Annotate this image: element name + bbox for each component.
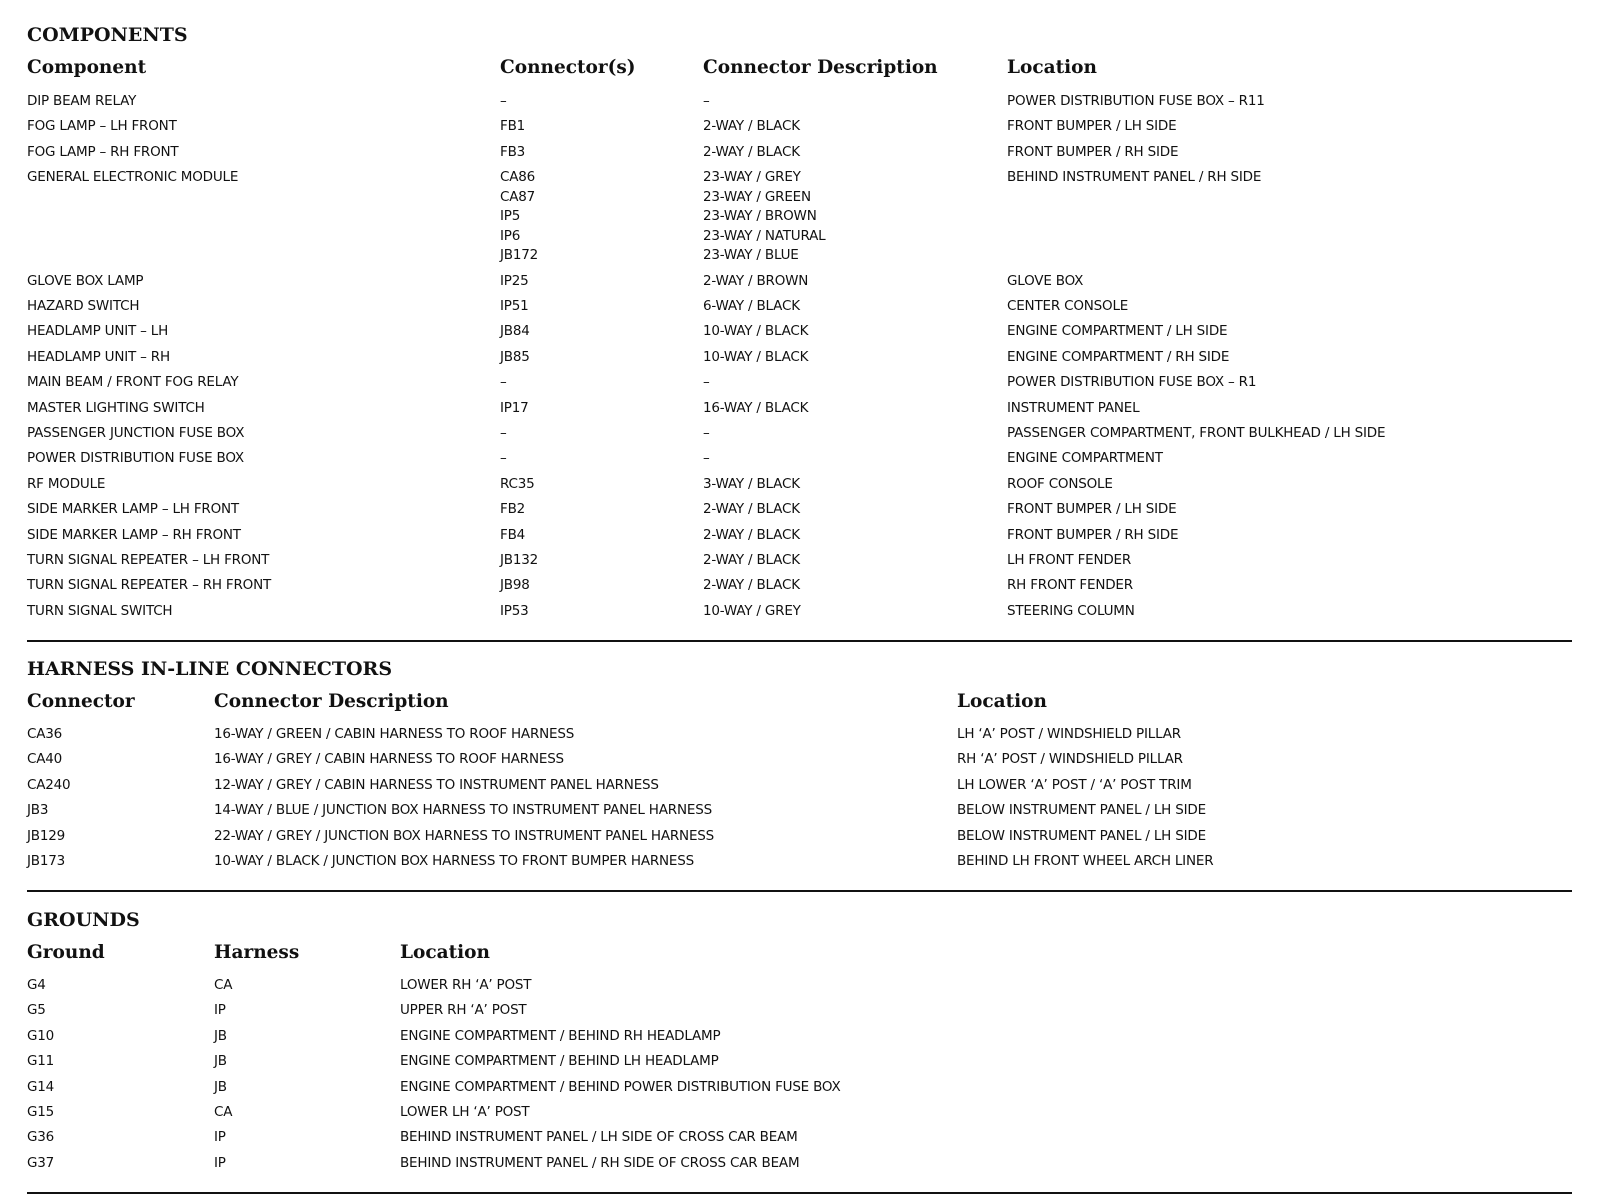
connector-id: IP51 xyxy=(500,298,529,314)
component-connector-descriptions xyxy=(703,322,808,342)
component-connectors xyxy=(500,551,538,571)
components-title: COMPONENTS xyxy=(27,24,188,46)
ground-harness: CA xyxy=(214,1104,233,1120)
components-header-description: Connector Description xyxy=(703,57,938,78)
component-connectors xyxy=(500,168,538,266)
ground-id: G36 xyxy=(27,1129,55,1146)
component-connectors xyxy=(500,500,525,520)
harness-connector: CA240 xyxy=(27,776,71,793)
connector-description: 3-WAY / BLACK xyxy=(703,475,800,492)
connector-id: JB132 xyxy=(500,552,539,568)
ground-location: UPPER RH ‘A’ POST xyxy=(400,1002,527,1019)
connector-id: CA86 xyxy=(500,169,536,186)
components-header-location: Location xyxy=(1007,57,1097,78)
harness-location: BELOW INSTRUMENT PANEL / LH SIDE xyxy=(957,802,1206,819)
component-location: PASSENGER COMPARTMENT, FRONT BULKHEAD / LH SIDE xyxy=(1007,425,1386,441)
component-connector-descriptions xyxy=(703,272,808,292)
connector-description: 23-WAY / GREEN xyxy=(703,188,811,205)
divider-harness xyxy=(27,890,1572,892)
connector-description: 23-WAY / NATURAL xyxy=(703,227,826,244)
component-name: HAZARD SWITCH xyxy=(27,298,140,314)
connector-description: – xyxy=(703,374,710,391)
connector-description: – xyxy=(703,93,710,109)
component-location: RH FRONT FENDER xyxy=(1007,577,1133,594)
connector-id: – xyxy=(500,450,507,467)
component-connectors xyxy=(500,576,530,596)
connector-id: FB2 xyxy=(500,501,526,518)
connector-description: 2-WAY / BLACK xyxy=(703,577,800,594)
component-connectors xyxy=(500,475,535,495)
divider-grounds xyxy=(27,1192,1572,1194)
harness-connector: CA36 xyxy=(27,726,63,742)
harness-title: HARNESS IN-LINE CONNECTORS xyxy=(27,658,393,680)
ground-harness: IP xyxy=(214,1129,226,1146)
connector-id: CA87 xyxy=(500,188,536,205)
connector-description: – xyxy=(703,425,710,441)
connector-description: 10-WAY / BLACK xyxy=(703,348,809,365)
ground-id: G4 xyxy=(27,977,46,993)
connector-description: – xyxy=(703,450,710,467)
component-connectors xyxy=(500,602,529,622)
connector-id: FB1 xyxy=(500,118,526,135)
connector-description: 6-WAY / BLACK xyxy=(703,298,800,314)
connector-description: 2-WAY / BLACK xyxy=(703,501,800,518)
harness-location: BEHIND LH FRONT WHEEL ARCH LINER xyxy=(957,853,1214,869)
harness-description: 16-WAY / GREEN / CABIN HARNESS TO ROOF HARNESS xyxy=(214,726,575,742)
ground-harness: CA xyxy=(214,977,233,993)
component-connector-descriptions xyxy=(703,500,800,520)
component-location: POWER DISTRIBUTION FUSE BOX – R1 xyxy=(1007,374,1257,391)
component-location: ENGINE COMPARTMENT / LH SIDE xyxy=(1007,323,1228,340)
component-connector-descriptions xyxy=(703,449,710,469)
connector-id: – xyxy=(500,93,507,109)
harness-location: LH ‘A’ POST / WINDSHIELD PILLAR xyxy=(957,726,1181,742)
connector-description: 23-WAY / BLUE xyxy=(703,247,799,264)
ground-id: G14 xyxy=(27,1078,55,1095)
component-location: ENGINE COMPARTMENT / RH SIDE xyxy=(1007,348,1230,365)
connector-id: – xyxy=(500,374,507,391)
component-connectors xyxy=(500,399,529,419)
grounds-header-location: Location xyxy=(400,942,490,963)
connector-id: IP25 xyxy=(500,272,529,289)
connector-description: 2-WAY / BLACK xyxy=(703,552,800,568)
component-name: SIDE MARKER LAMP – LH FRONT xyxy=(27,501,239,518)
ground-location: ENGINE COMPARTMENT / BEHIND POWER DISTRIBUTION FUSE BOX xyxy=(400,1078,841,1095)
harness-connector: JB129 xyxy=(27,827,66,844)
grounds-header-harness: Harness xyxy=(214,942,300,963)
ground-harness: JB xyxy=(214,1078,227,1095)
harness-header-connector: Connector xyxy=(27,691,135,712)
component-name: SIDE MARKER LAMP – RH FRONT xyxy=(27,526,241,543)
ground-location: ENGINE COMPARTMENT / BEHIND LH HEADLAMP xyxy=(400,1053,719,1070)
component-name: HEADLAMP UNIT – RH xyxy=(27,348,170,365)
component-connectors xyxy=(500,449,507,469)
connector-description: 2-WAY / BLACK xyxy=(703,526,800,543)
harness-header-location: Location xyxy=(957,691,1047,712)
component-connectors xyxy=(500,117,525,137)
component-name: GLOVE BOX LAMP xyxy=(27,272,144,289)
component-location: GLOVE BOX xyxy=(1007,272,1084,289)
harness-description: 10-WAY / BLACK / JUNCTION BOX HARNESS TO FRONT BUMPER HARNESS xyxy=(214,853,694,869)
component-location: FRONT BUMPER / LH SIDE xyxy=(1007,118,1177,135)
component-name: TURN SIGNAL REPEATER – LH FRONT xyxy=(27,552,270,568)
ground-location: LOWER RH ‘A’ POST xyxy=(400,977,532,993)
ground-id: G15 xyxy=(27,1104,55,1120)
component-location: BEHIND INSTRUMENT PANEL / RH SIDE xyxy=(1007,169,1262,186)
connector-description: 2-WAY / BLACK xyxy=(703,143,800,160)
component-connectors xyxy=(500,348,530,368)
ground-harness: JB xyxy=(214,1053,227,1070)
connector-id: IP6 xyxy=(500,227,521,244)
component-location: FRONT BUMPER / RH SIDE xyxy=(1007,143,1179,160)
components-header-connectors: Connector(s) xyxy=(500,57,636,78)
harness-header-description: Connector Description xyxy=(214,691,449,712)
grounds-header-ground: Ground xyxy=(27,942,105,963)
connector-description: 23-WAY / BROWN xyxy=(703,208,817,225)
ground-location: BEHIND INSTRUMENT PANEL / LH SIDE OF CROSS CAR BEAM xyxy=(400,1129,798,1146)
ground-id: G5 xyxy=(27,1002,46,1019)
harness-connector: CA40 xyxy=(27,751,63,768)
connector-id: RC35 xyxy=(500,475,535,492)
component-connector-descriptions xyxy=(703,399,808,419)
connector-description: 10-WAY / BLACK xyxy=(703,323,809,340)
harness-location: RH ‘A’ POST / WINDSHIELD PILLAR xyxy=(957,751,1183,768)
component-connectors xyxy=(500,526,525,546)
component-name: GENERAL ELECTRONIC MODULE xyxy=(27,169,239,186)
component-name: FOG LAMP – RH FRONT xyxy=(27,143,179,160)
component-location: ROOF CONSOLE xyxy=(1007,475,1113,492)
ground-location: BEHIND INSTRUMENT PANEL / RH SIDE OF CROSS CAR BEAM xyxy=(400,1154,800,1171)
harness-description: 14-WAY / BLUE / JUNCTION BOX HARNESS TO INSTRUMENT PANEL HARNESS xyxy=(214,802,712,819)
component-connector-descriptions xyxy=(703,297,800,317)
component-name: TURN SIGNAL SWITCH xyxy=(27,602,173,619)
component-location: INSTRUMENT PANEL xyxy=(1007,399,1140,416)
grounds-title: GROUNDS xyxy=(27,909,140,931)
component-connector-descriptions xyxy=(703,348,808,368)
harness-location: BELOW INSTRUMENT PANEL / LH SIDE xyxy=(957,827,1206,844)
component-name: POWER DISTRIBUTION FUSE BOX xyxy=(27,450,244,467)
harness-description: 16-WAY / GREY / CABIN HARNESS TO ROOF HARNESS xyxy=(214,751,564,768)
connector-id: JB98 xyxy=(500,577,530,594)
component-connector-descriptions xyxy=(703,602,801,622)
connector-description: 2-WAY / BLACK xyxy=(703,118,800,135)
component-connectors xyxy=(500,272,529,292)
component-connector-descriptions xyxy=(703,117,800,137)
connector-id: JB84 xyxy=(500,323,530,340)
component-name: DIP BEAM RELAY xyxy=(27,93,137,109)
component-connector-descriptions xyxy=(703,92,710,112)
components-header-component: Component xyxy=(27,57,147,78)
ground-id: G10 xyxy=(27,1027,55,1044)
harness-description: 12-WAY / GREY / CABIN HARNESS TO INSTRUMENT PANEL HARNESS xyxy=(214,776,659,793)
connector-id: JB85 xyxy=(500,348,530,365)
ground-harness: IP xyxy=(214,1002,226,1019)
connector-id: IP17 xyxy=(500,399,529,416)
connector-description: 16-WAY / BLACK xyxy=(703,399,809,416)
component-location: LH FRONT FENDER xyxy=(1007,552,1132,568)
component-connectors xyxy=(500,373,507,393)
component-name: MAIN BEAM / FRONT FOG RELAY xyxy=(27,374,239,391)
component-connectors xyxy=(500,322,530,342)
harness-description: 22-WAY / GREY / JUNCTION BOX HARNESS TO INSTRUMENT PANEL HARNESS xyxy=(214,827,715,844)
component-connector-descriptions xyxy=(703,475,800,495)
ground-id: G11 xyxy=(27,1053,55,1070)
component-connectors xyxy=(500,143,525,163)
component-name: RF MODULE xyxy=(27,475,106,492)
component-connector-descriptions xyxy=(703,373,710,393)
harness-connector: JB3 xyxy=(27,802,49,819)
component-name: HEADLAMP UNIT – LH xyxy=(27,323,169,340)
connector-id: IP53 xyxy=(500,602,529,619)
ground-id: G37 xyxy=(27,1154,55,1171)
connector-id: IP5 xyxy=(500,208,521,225)
harness-connector: JB173 xyxy=(27,853,66,869)
component-connector-descriptions xyxy=(703,526,800,546)
component-connector-descriptions xyxy=(703,551,800,571)
connector-description: 2-WAY / BROWN xyxy=(703,272,809,289)
component-connector-descriptions xyxy=(703,576,800,596)
component-connector-descriptions xyxy=(703,143,800,163)
component-connectors xyxy=(500,297,529,317)
ground-location: LOWER LH ‘A’ POST xyxy=(400,1104,530,1120)
ground-harness: JB xyxy=(214,1027,227,1044)
component-connectors xyxy=(500,92,507,112)
component-name: TURN SIGNAL REPEATER – RH FRONT xyxy=(27,577,272,594)
connector-description: 10-WAY / GREY xyxy=(703,602,801,619)
divider-components xyxy=(27,640,1572,642)
component-location: ENGINE COMPARTMENT xyxy=(1007,450,1163,467)
component-location: FRONT BUMPER / RH SIDE xyxy=(1007,526,1179,543)
harness-location: LH LOWER ‘A’ POST / ‘A’ POST TRIM xyxy=(957,776,1192,793)
component-name: MASTER LIGHTING SWITCH xyxy=(27,399,205,416)
component-location: STEERING COLUMN xyxy=(1007,602,1135,619)
component-location: CENTER CONSOLE xyxy=(1007,298,1129,314)
component-location: FRONT BUMPER / LH SIDE xyxy=(1007,501,1177,518)
component-name: FOG LAMP – LH FRONT xyxy=(27,118,177,135)
ground-location: ENGINE COMPARTMENT / BEHIND RH HEADLAMP xyxy=(400,1027,721,1044)
connector-id: FB4 xyxy=(500,526,526,543)
component-connectors xyxy=(500,424,507,444)
component-connector-descriptions xyxy=(703,424,710,444)
connector-description: 23-WAY / GREY xyxy=(703,169,801,186)
component-connector-descriptions xyxy=(703,168,825,266)
component-location: POWER DISTRIBUTION FUSE BOX – R11 xyxy=(1007,93,1265,109)
connector-id: – xyxy=(500,425,507,441)
ground-harness: IP xyxy=(214,1154,226,1171)
connector-id: JB172 xyxy=(500,247,539,264)
connector-id: FB3 xyxy=(500,143,526,160)
component-name: PASSENGER JUNCTION FUSE BOX xyxy=(27,425,245,441)
